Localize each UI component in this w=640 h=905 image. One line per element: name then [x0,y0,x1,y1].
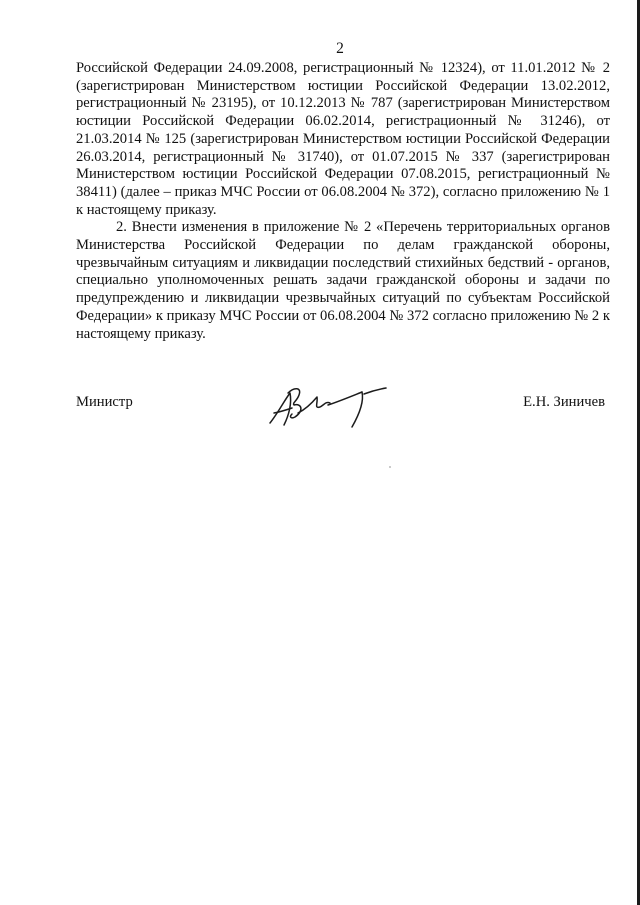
scan-speck [389,466,391,468]
document-body [76,60,610,343]
signer-title: Министр [76,394,133,410]
paragraph-continuation: Российской Федерации 24.09.2008, регистрационный № 12324), от 11.01.2012 № 2 (зарегистрирован Министерством юстиции Российской Федерации 13.02.2012, регистрационный № 23195), от 10.12.2013 № 787 (зарегистрирован Министерством юстиции Российской Федерации 06.02.2014, регистрационный № 31246), от 21.03.2014 № 125 (зарегистрирован Министерством юстиции Российской Федерации 26.03.2014, регистрационный № 31740), от 01.07.2015 № 337 (зарегистрирован Министерством юстиции Российской Федерации 07.08.2015, регистрационный № 38411) (далее – приказ МЧС России от 06.08.2004 № 372), согласно приложению № 1 к настоящему приказу. [76,60,610,218]
paragraph-item-2: 2. Внести изменения в приложение № 2 «Перечень территориальных органов Министерства Российской Федерации по делам гражданской обороны, чрезвычайным ситуациям и ликвидации последствий стихийных бедствий - органов, специально уполномоченных решать задачи гражданской обороны и задачи по предупреждению и ликвидации чрезвычайных ситуаций по субъектам Российской Федерации» к приказу МЧС России от 06.08.2004 № 372 согласно приложению № 2 к настоящему приказу. [76,219,610,342]
signer-name: Е.Н. Зиничев [523,394,605,410]
signature-block [76,394,610,424]
page-number: 2 [336,40,344,57]
handwritten-signature [262,379,402,439]
